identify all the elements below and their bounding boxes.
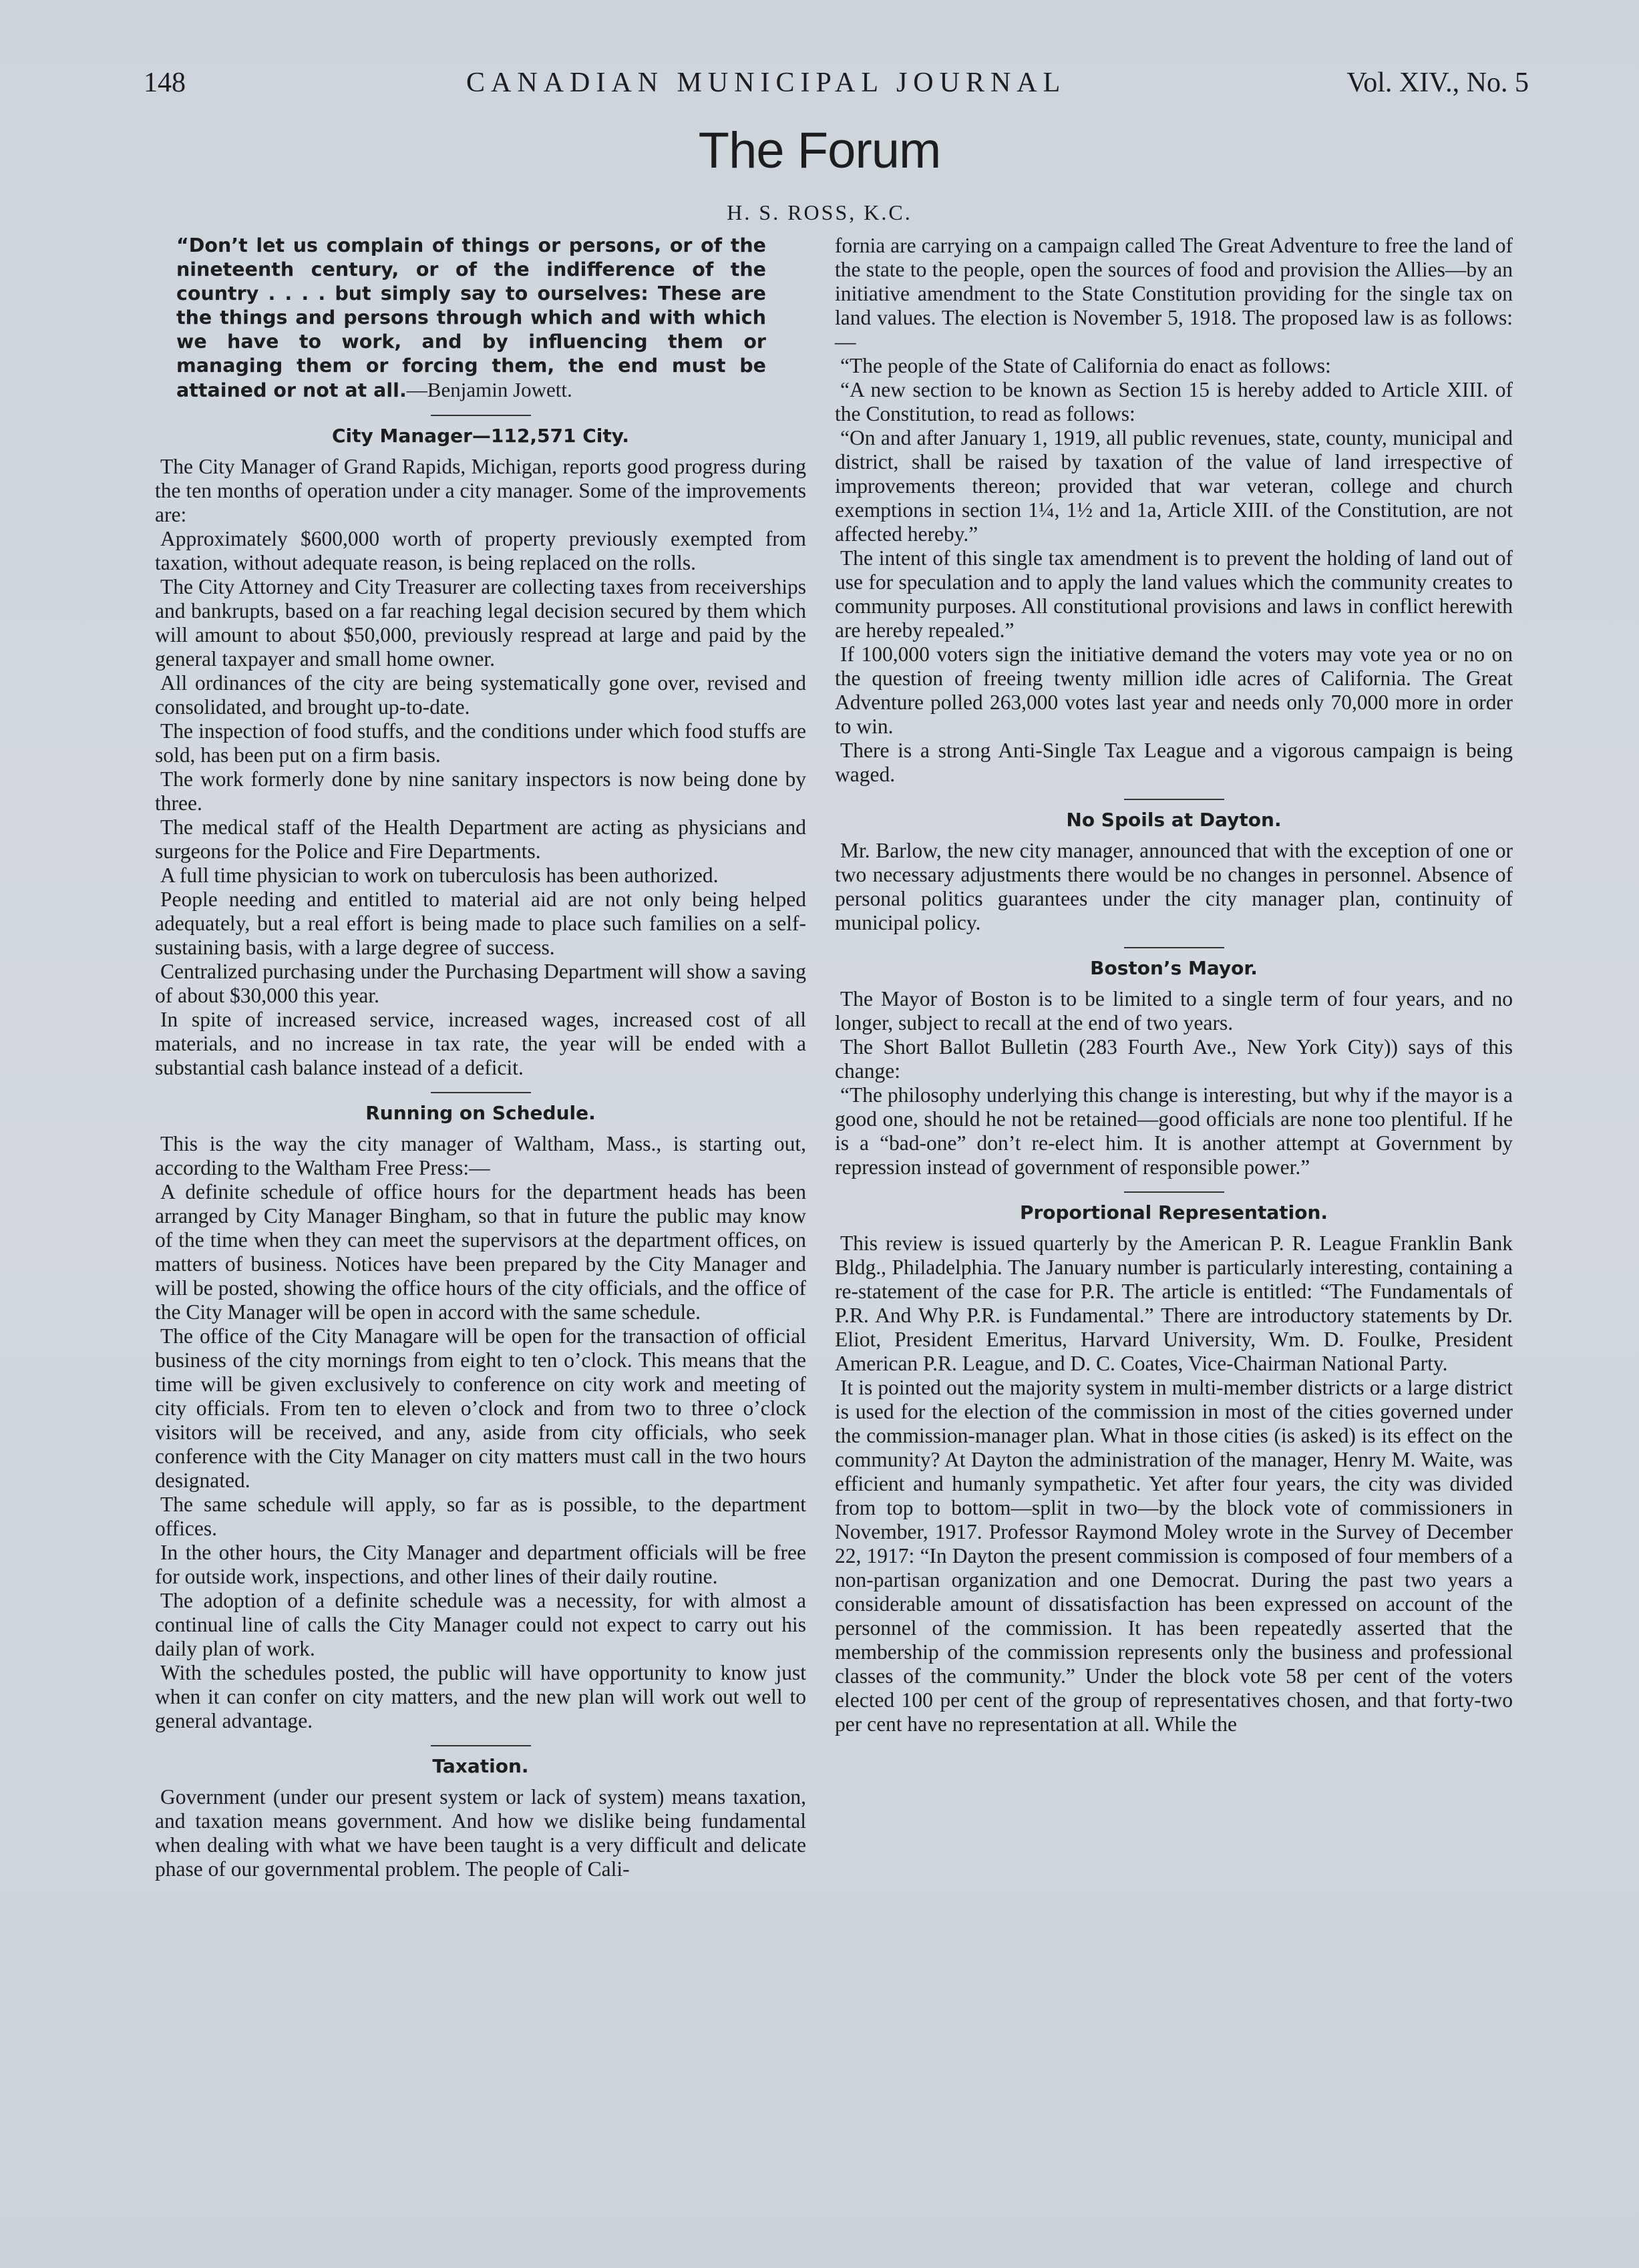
paragraph: The inspection of food stuffs, and the conditions under which food stuffs are sold, has been put on a firm basis. <box>155 719 806 767</box>
paragraph: Government (under our present system or lack of system) means taxation, and taxation means government. And how we dislike being fundamental when dealing with what we have been taught is a very difficult and delicate phase of our governmental problem. The people of Cali- <box>155 1785 806 1881</box>
running-head <box>144 67 1529 107</box>
paragraph: The Mayor of Boston is to be limited to a single term of four years, and no longer, subject to recall at the end of two years. <box>835 987 1513 1034</box>
paragraph: The City Manager of Grand Rapids, Michigan, reports good progress during the ten months of operation under a city manager. Some of the improvements are: <box>155 455 806 526</box>
paragraph: Centralized purchasing under the Purchasing Department will show a saving of about $30,000 this year. <box>155 960 806 1007</box>
epigraph-quote <box>176 234 766 403</box>
paragraph: It is pointed out the majority system in multi-member districts or a large district is used for the election of the commission in most of the cities governed under the commission-manager plan. What in those cities (is asked) is its effect on the community? At Dayton the administration of the manager, Henry M. Waite, was efficient and humanly sympathetic. Yet after four years, the city was divided from top to bottom—split in two—by the block vote of commissioners in November, 1917. Professor Raymond Moley wrote in the Survey of December 22, 1917: “In Dayton the present commission is composed of four members of a non-partisan organization and one Democrat. During the past two years a considerable amount of dissatisfaction has been expressed on account of the personnel of the commission. It has been repeatedly asserted that the membership of the commission represents only the business and professional classes of the community.” Under the block vote 58 per cent of the voters elected 100 per cent of the group of representatives chosen, and that forty-two per cent have no representation at all. While the <box>835 1376 1513 1736</box>
paragraph: People needing and entitled to material aid are not only being helped adequately, but a real effort is being made to place such families on a self-sustaining basis, with a large degree of success. <box>155 888 806 959</box>
paragraph: There is a strong Anti-Single Tax League and a vigorous campaign is being waged. <box>835 739 1513 786</box>
paragraph: fornia are carrying on a campaign called The Great Adventure to free the land of the state to the people, open the sources of food and provision the Allies—by an initiative amendment to the State Constitution providing for the single tax on land values. The election is November 5, 1918. The proposed law is as follows:— <box>835 234 1513 353</box>
paragraph: The Short Ballot Bulletin (283 Fourth Ave., New York City)) says of this change: <box>835 1035 1513 1083</box>
paragraph: This is the way the city manager of Waltham, Mass., is starting out, according to the Waltham Free Press:— <box>155 1132 806 1179</box>
paragraph: A full time physician to work on tuberculosis has been authorized. <box>160 864 719 887</box>
paragraph: Mr. Barlow, the new city manager, announced that with the exception of one or two necessary adjustments there would be no changes in personnel. Absence of personal politics guarantees under the city manager plan, continuity of municipal policy. <box>835 839 1513 934</box>
article-title: The Forum <box>698 122 941 179</box>
paragraph: “The people of the State of California do enact as follows: <box>840 354 1331 377</box>
quote-attribution: —Benjamin Jowett. <box>406 378 572 401</box>
page-number: 148 <box>144 67 186 98</box>
section-divider <box>1124 947 1224 948</box>
paragraph: The City Attorney and City Treasurer are collecting taxes from receiverships and bankrupts, based on a far reaching legal decision secured by them which will amount to about $50,000, previously respread at large and paid by the general taxpayer and small home owner. <box>155 575 806 671</box>
paragraph: The intent of this single tax amendment is to prevent the holding of land out of use for speculation and to apply the land values which the community creates to community purposes. All constitutional provisions and laws in conflict herewith are hereby repealed.” <box>835 546 1513 642</box>
section-divider <box>431 1745 531 1746</box>
journal-title: CANADIAN MUNICIPAL JOURNAL <box>466 67 1067 98</box>
paragraph: With the schedules posted, the public will have opportunity to know just when it can confer on city matters, and the new plan will work out well to general advantage. <box>155 1661 806 1732</box>
paragraph: Approximately $600,000 worth of property previously exempted from taxation, without adequate reason, is being replaced on the rolls. <box>155 527 806 574</box>
heading-bostons-mayor: Boston’s Mayor. <box>1090 957 1258 979</box>
paragraph: A definite schedule of office hours for the department heads has been arranged by City Manager Bingham, so that in future the public may know of the time when they can meet the supervisors at the department offices, on matters of business. Notices have been prepared by the City Manager and will be posted, showing the office hours of the city officials, and the office of the City Manager will be open in accord with the same schedule. <box>155 1180 806 1324</box>
heading-city-manager: City Manager—112,571 City. <box>331 425 630 447</box>
left-column <box>155 234 806 1881</box>
heading-proportional-representation: Proportional Representation. <box>1019 1201 1328 1223</box>
heading-taxation: Taxation. <box>432 1755 529 1777</box>
paragraph: The same schedule will apply, so far as is possible, to the department offices. <box>155 1493 806 1540</box>
paragraph: The office of the City Managare will be open for the transaction of official business of the city mornings from eight to ten o’clock. This means that the time will be given exclusively to conference on city work and meeting of city officials. From ten to eleven o’clock and from two to three o’clock visitors will be received, and any, aside from city officials, who seek conference with the City Manager on city matters must call in the two hours designated. <box>155 1324 806 1492</box>
paragraph: All ordinances of the city are being systematically gone over, revised and consolidated, and brought up-to-date. <box>155 671 806 719</box>
paragraph: In the other hours, the City Manager and department officials will be free for outside work, inspections, and other lines of their daily routine. <box>155 1541 806 1588</box>
article-author: H. S. ROSS, K.C. <box>727 200 912 224</box>
paragraph: In spite of increased service, increased wages, increased cost of all materials, and no increase in tax rate, the year will be ended with a substantial cash balance instead of a deficit. <box>155 1008 806 1079</box>
section-divider <box>1124 1191 1224 1193</box>
section-divider <box>431 1092 531 1093</box>
paragraph: This review is issued quarterly by the American P. R. League Franklin Bank Bldg., Philadelphia. The January number is particularly interesting, containing a re-statement of the case for P.R. The article is entitled: “The Fundamentals of P.R. And Why P.R. is Fundamental.” There are introductory statements by Dr. Eliot, President Emeritus, Harvard University, Wm. D. Foulke, President American P.R. League, and D. C. Coates, Vice-Chairman National Party. <box>835 1232 1513 1375</box>
right-column <box>835 234 1513 1736</box>
heading-no-spoils: No Spoils at Dayton. <box>1066 809 1282 831</box>
volume-number: Vol. XIV., No. 5 <box>1346 67 1529 98</box>
section-divider <box>431 415 531 416</box>
section-divider <box>1124 799 1224 800</box>
paragraph: The work formerly done by nine sanitary inspectors is now being done by three. <box>155 767 806 815</box>
paragraph: “A new section to be known as Section 15 is hereby added to Article XIII. of the Constitution, to read as follows: <box>835 378 1513 425</box>
paragraph: The medical staff of the Health Department are acting as physicians and surgeons for the Police and Fire Departments. <box>155 815 806 863</box>
paragraph: The adoption of a definite schedule was a necessity, for with almost a continual line of calls the City Manager could not expect to carry out his daily plan of work. <box>155 1589 806 1660</box>
paragraph: “On and after January 1, 1919, all public revenues, state, county, municipal and district, shall be raised by taxation of the value of land irrespective of improvements thereon; provided that war veteran, college and church exemptions in section 1¼, 1½ and 1a, Article XIII. of the Constitution, are not affected hereby.” <box>835 426 1513 546</box>
paragraph: If 100,000 voters sign the initiative demand the voters may vote yea or no on the question of freeing twenty million idle acres of California. The Great Adventure polled 263,000 votes last year and needs only 70,000 more in order to win. <box>835 642 1513 738</box>
heading-running-on-schedule: Running on Schedule. <box>365 1102 596 1124</box>
paragraph: “The philosophy underlying this change is interesting, but why if the mayor is a good one, should he not be retained—good officials are none too plentiful. If he is a “bad-one” don’t re-elect him. It is another attempt at Government by repression instead of government of responsible power.” <box>835 1083 1513 1179</box>
quote-text: “Don’t let us complain of things or persons, or of the nineteenth century, or of the indifference of the country . . . . but simply say to ourselves: These are the things and persons through which and with which we have to work, and by influencing them or managing them or forcing them, the end must be attained or not at all. <box>176 234 766 401</box>
